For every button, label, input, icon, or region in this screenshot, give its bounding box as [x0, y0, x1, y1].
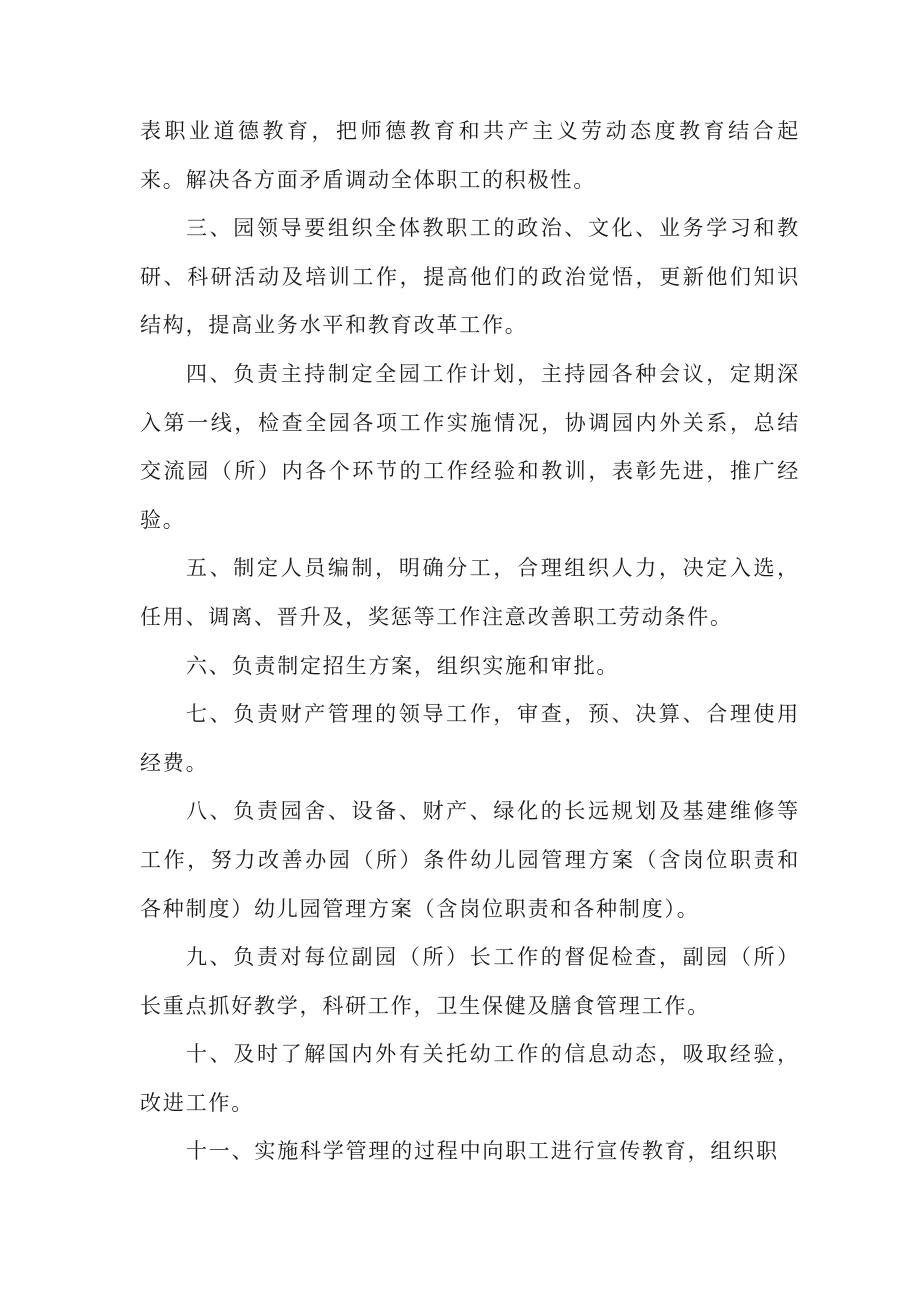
paragraph-item-8: 八、负责园舍、设备、财产、绿化的长远规划及基建维修等工作，努力改善办园（所）条件幼儿园管理方案（含岗位职责和各种制度）幼儿园管理方案（含岗位职责和各种制度）。	[140, 799, 800, 921]
document-body	[140, 107, 800, 1176]
paragraph-item-9: 九、负责对每位副园（所）长工作的督促检查，副园（所）长重点抓好教学，科研工作，卫生保健及膳食管理工作。	[140, 945, 800, 1018]
paragraph-item-3: 三、园领导要组织全体教职工的政治、文化、业务学习和教研、科研活动及培训工作，提高他们的政治觉悟，更新他们知识结构，提高业务水平和教育改革工作。	[140, 216, 800, 338]
paragraph-item-10: 十、及时了解国内外有关托幼工作的信息动态，吸取经验，改进工作。	[140, 1042, 800, 1115]
paragraph-item-7: 七、负责财产管理的领导工作，审查，预、决算、合理使用经费。	[140, 702, 800, 775]
paragraph-item-4: 四、负责主持制定全园工作计划，主持园各种会议，定期深入第一线，检查全园各项工作实施情况，协调园内外关系，总结交流园（所）内各个环节的工作经验和教训，表彰先进，推广经验。	[140, 361, 800, 532]
paragraph-item-5: 五、制定人员编制，明确分工，合理组织人力，决定入选，任用、调离、晋升及，奖惩等工作注意改善职工劳动条件。	[140, 556, 800, 629]
paragraph-continuation: 表职业道德教育，把师德教育和共产主义劳动态度教育结合起来。解决各方面矛盾调动全体职工的积极性。	[140, 119, 800, 192]
paragraph-item-6: 六、负责制定招生方案，组织实施和审批。	[186, 653, 620, 678]
paragraph-item-11: 十一、实施科学管理的过程中向职工进行宣传教育，组织职	[186, 1139, 779, 1164]
